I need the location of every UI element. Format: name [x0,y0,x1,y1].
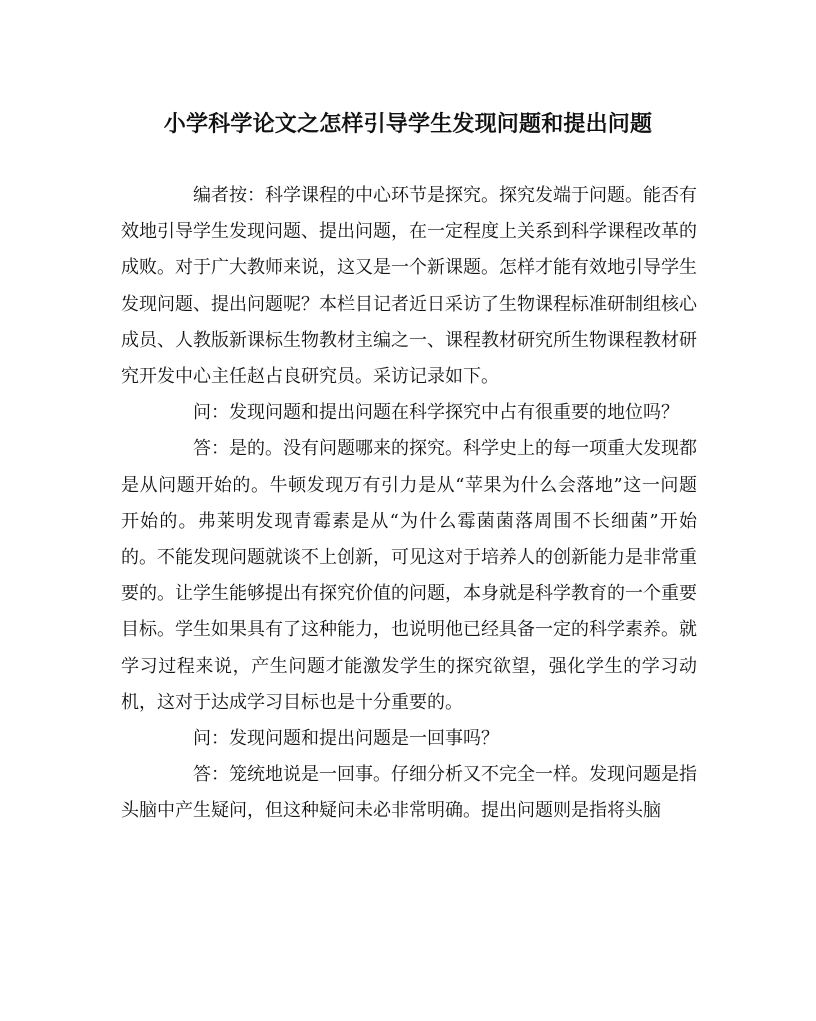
paragraph-editor-note: 编者按：科学课程的中心环节是探究。探究发端于问题。能否有效地引导学生发现问题、提出问题，在一定程度上关系到科学课程改革的成败。对于广大教师来说，这又是一个新课题。怎样才能有效地引导学生发现问题、提出问题呢？本栏目记者近日采访了生物课程标准研制组核心成员、人教版新课标生物教材主编之一、课程教材研究所生物课程教材研究开发中心主任赵占良研究员。采访记录如下。 [121,185,697,388]
paragraph-question-2: 问：发现问题和提出问题是一回事吗？ [193,728,499,750]
paragraph-question-1: 问：发现问题和提出问题在科学探究中占有很重要的地位吗？ [193,402,679,424]
document-title: 小学科学论文之怎样引导学生发现问题和提出问题 [163,111,653,137]
paragraph-answer-2: 答：笼统地说是一回事。仔细分析又不完全一样。发现问题是指头脑中产生疑问，但这种疑问未必非常明确。提出问题则是指将头脑 [121,764,697,822]
document-body [121,178,697,830]
paragraph-answer-1: 答：是的。没有问题哪来的探究。科学史上的每一项重大发现都是从问题开始的。牛顿发现万有引力是从“苹果为什么会落地”这一问题开始的。弗莱明发现青霉素是从“为什么霉菌菌落周围不长细菌”开始的。不能发现问题就谈不上创新，可见这对于培养人的创新能力是非常重要的。让学生能够提出有探究价值的问题，本身就是科学教育的一个重要目标。学生如果具有了这种能力，也说明他已经具备一定的科学素养。就学习过程来说，产生问题才能激发学生的探究欲望，强化学生的学习动机，这对于达成学习目标也是十分重要的。 [121,438,697,713]
